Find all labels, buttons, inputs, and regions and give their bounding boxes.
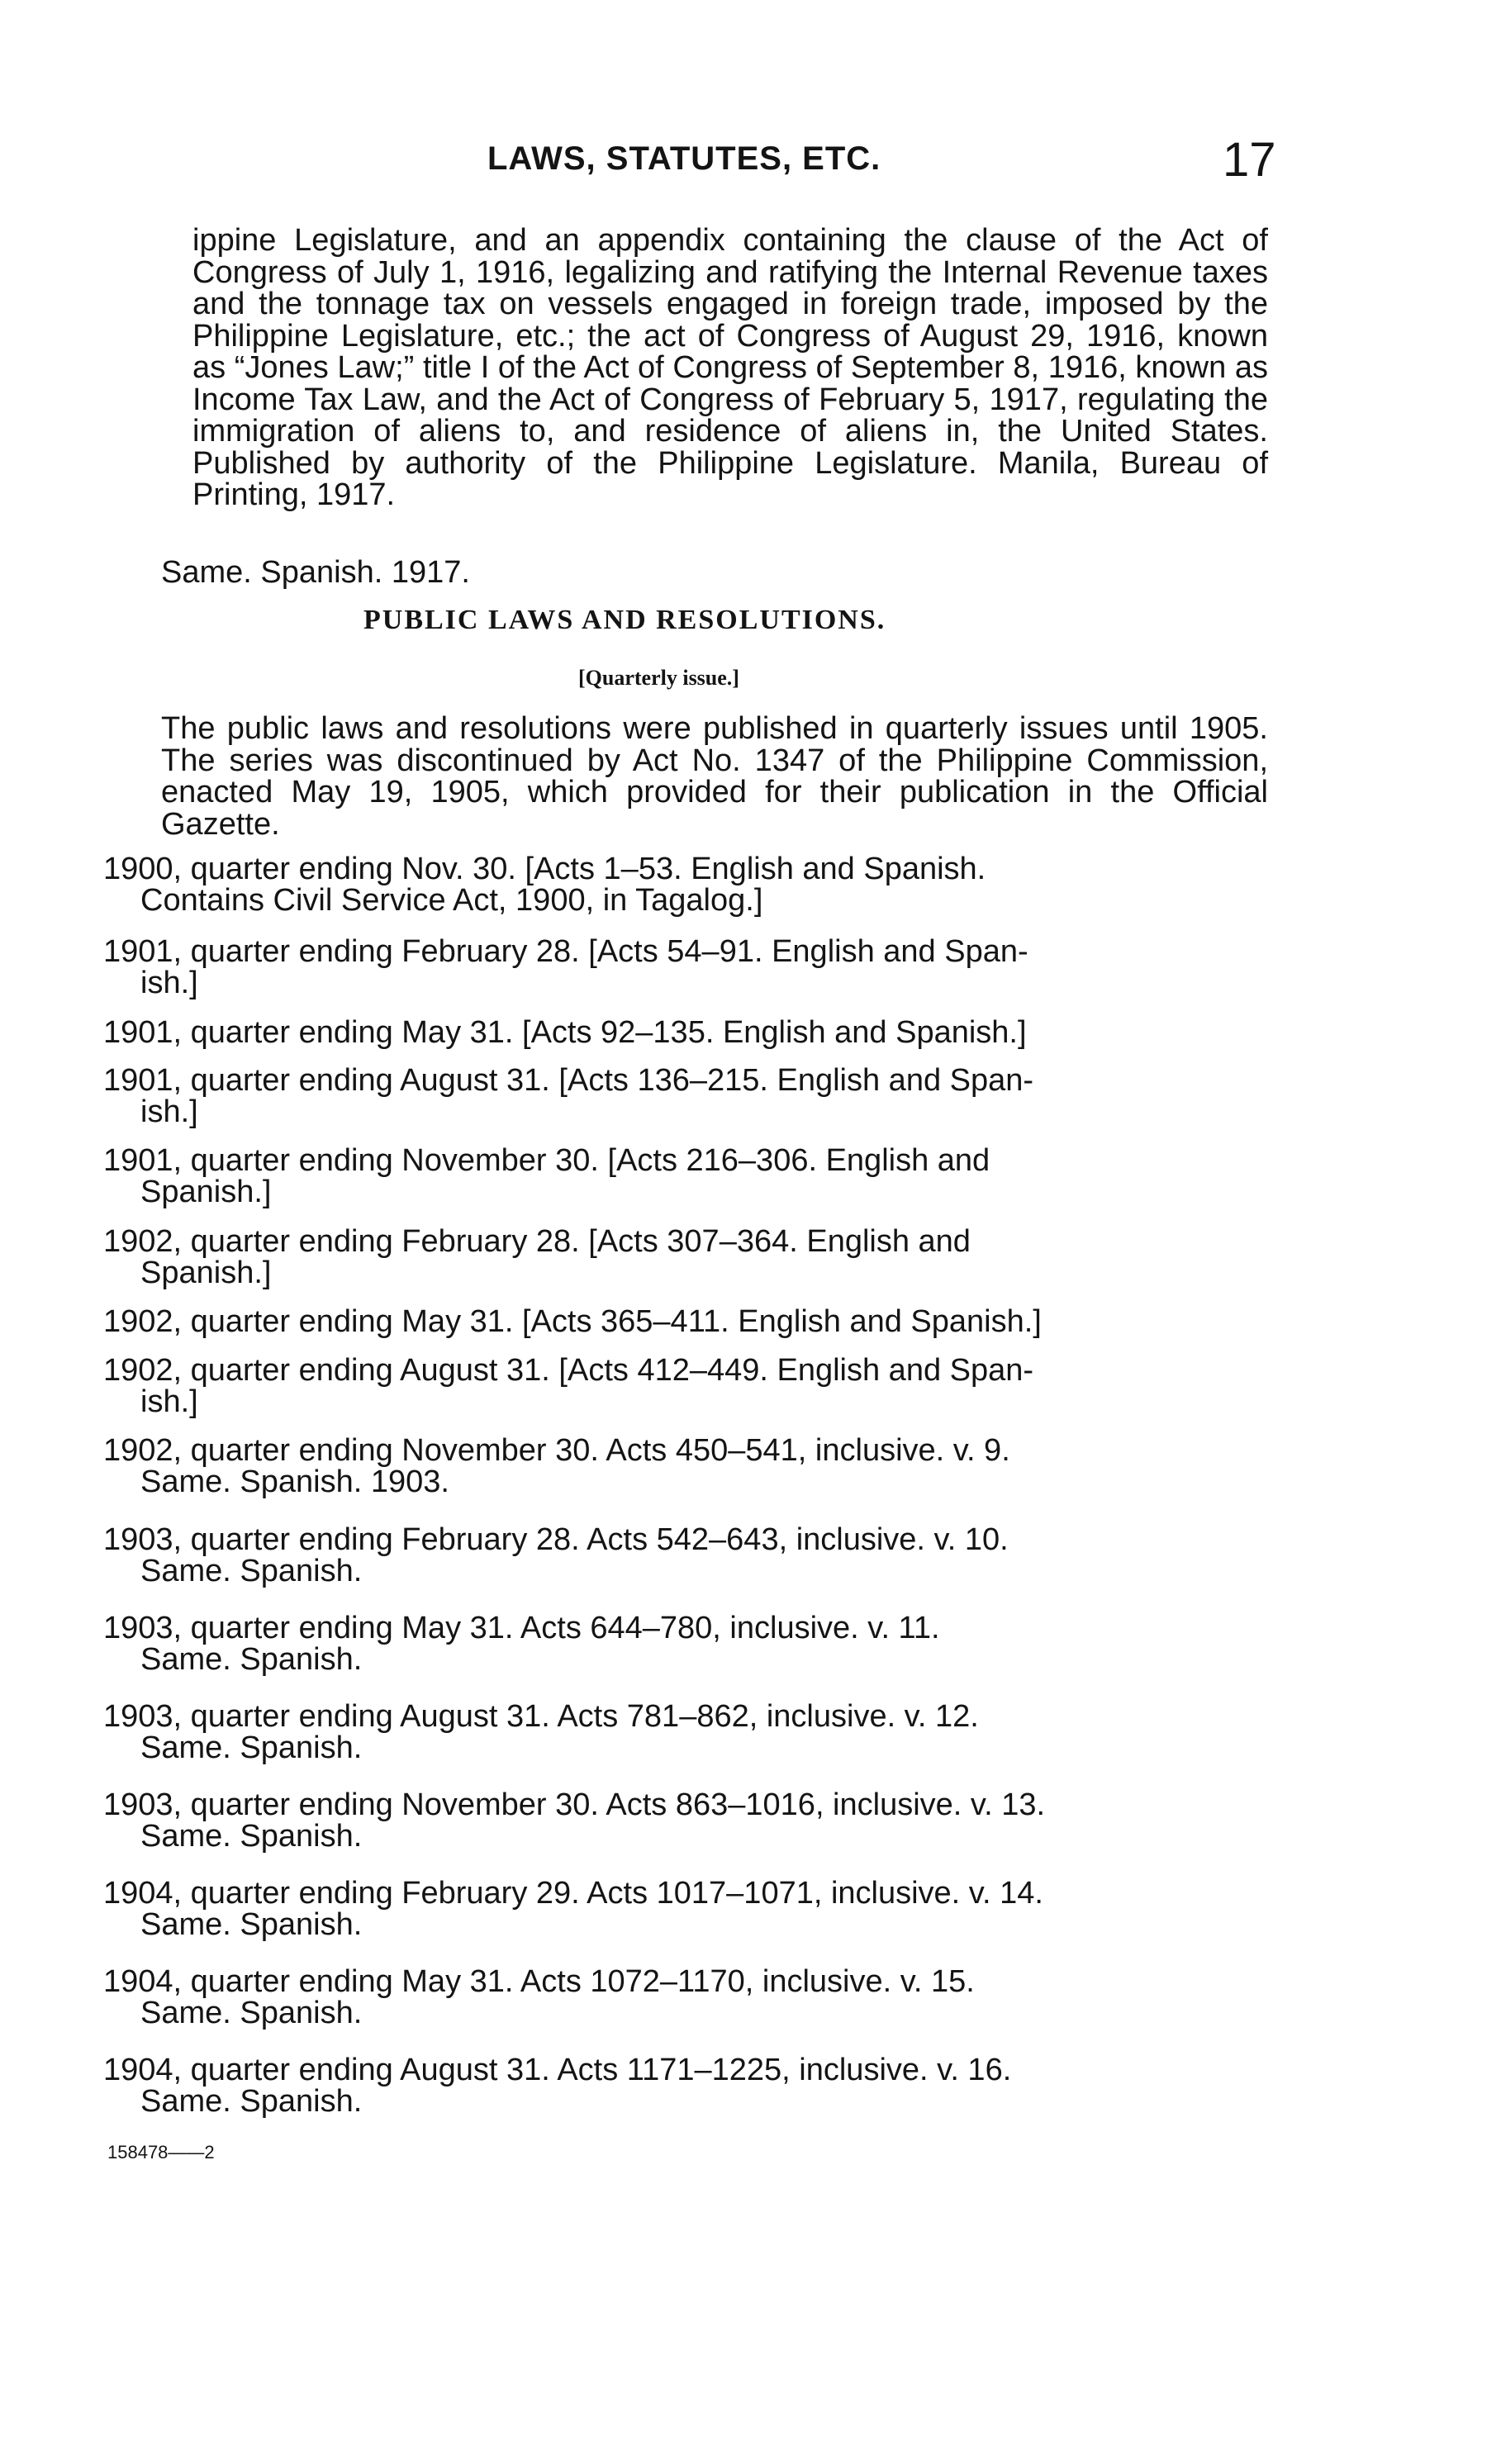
- list-item: 1901, quarter ending November 30. [Acts 216–306. English and Spanish.]: [103, 1143, 990, 1209]
- list-item: 1901, quarter ending August 31. [Acts 136–215. English and Span- ish.]: [103, 1063, 1034, 1129]
- list-item: 1902, quarter ending August 31. [Acts 412–449. English and Span- ish.]: [103, 1353, 1034, 1419]
- running-head: LAWS, STATUTES, ETC.: [487, 140, 881, 177]
- intro-paragraph: ippine Legislature, and an appendix containing the clause of the Act of Congress of July 1, 1916, legalizing and ratifying the Internal Revenue taxes and the tonnage tax on vessels engaged in foreign trade, imposed by the Philippine Legislature, etc.; the act of Congress of August 29, 1916, known as “Jones Law;” title I of the Act of Congress of September 8, 1916, known as Income Tax Law, and the Act of Congress of February 5, 1917, regulating the immigration of aliens to, and residence of aliens in, the United States. Published by authority of the Philippine Legislature. Manila, Bureau of Printing, 1917.: [192, 223, 1268, 512]
- list-item: 1902, quarter ending November 30. Acts 450–541, inclusive. v. 9. Same. Spanish. 1903.: [103, 1433, 1010, 1499]
- list-item: 1904, quarter ending February 29. Acts 1017–1071, inclusive. v. 14. Same. Spanish.: [103, 1876, 1043, 1942]
- list-item: 1902, quarter ending February 28. [Acts 307–364. English and Spanish.]: [103, 1224, 971, 1290]
- page-number: 17: [1223, 133, 1276, 187]
- list-item: 1900, quarter ending Nov. 30. [Acts 1–53. English and Spanish. Contains Civil Service Act, 1900, in Tagalog.]: [103, 852, 986, 918]
- section-note: [Quarterly issue.]: [578, 666, 739, 690]
- list-item: 1904, quarter ending May 31. Acts 1072–1170, inclusive. v. 15. Same. Spanish.: [103, 1964, 975, 2030]
- list-item: 1903, quarter ending August 31. Acts 781–862, inclusive. v. 12. Same. Spanish.: [103, 1699, 979, 1765]
- list-item: 1903, quarter ending November 30. Acts 863–1016, inclusive. v. 13. Same. Spanish.: [103, 1787, 1046, 1854]
- signature-code: 158478——2: [107, 2142, 215, 2163]
- section-intro: The public laws and resolutions were published in quarterly issues until 1905. The series was discontinued by Act No. 1347 of the Philippine Commission, enacted May 19, 1905, which provided for their publication in the Official Gazette.: [161, 711, 1268, 842]
- list-item: 1901, quarter ending February 28. [Acts 54–91. English and Span- ish.]: [103, 934, 1028, 1000]
- list-item: 1903, quarter ending February 28. Acts 542–643, inclusive. v. 10. Same. Spanish.: [103, 1522, 1009, 1588]
- section-heading: PUBLIC LAWS AND RESOLUTIONS.: [363, 605, 886, 635]
- intro-same-spanish: Same. Spanish. 1917.: [161, 555, 470, 590]
- list-item: 1901, quarter ending May 31. [Acts 92–135. English and Spanish.]: [103, 1015, 1027, 1050]
- list-item: 1903, quarter ending May 31. Acts 644–780, inclusive. v. 11. Same. Spanish.: [103, 1611, 940, 1677]
- list-item: 1904, quarter ending August 31. Acts 1171–1225, inclusive. v. 16. Same. Spanish.: [103, 2053, 1012, 2119]
- list-item: 1902, quarter ending May 31. [Acts 365–411. English and Spanish.]: [103, 1304, 1042, 1339]
